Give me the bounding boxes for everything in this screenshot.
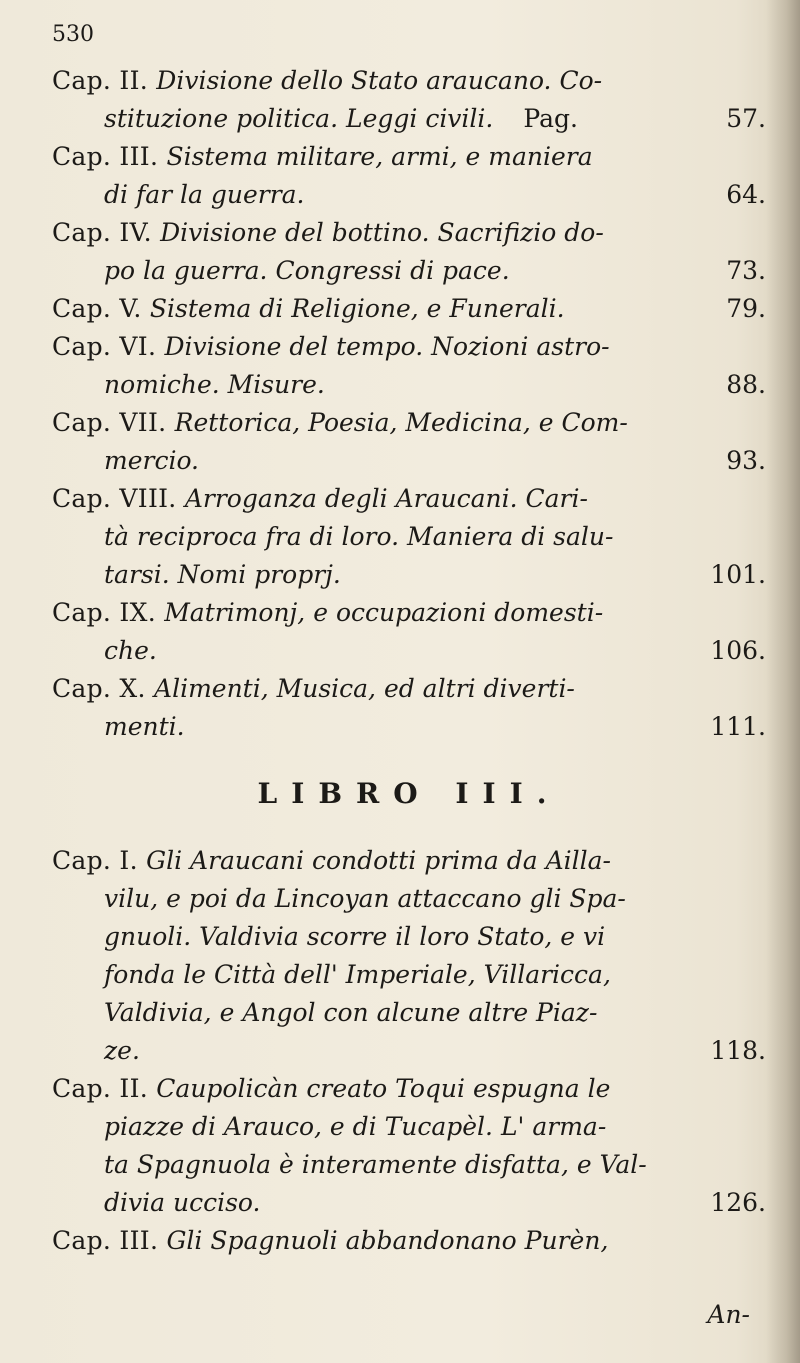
toc-entry <box>52 594 766 670</box>
toc-entry <box>52 138 766 214</box>
toc-entry <box>52 290 766 328</box>
toc-page: 93. <box>726 446 766 475</box>
chapter-title: Divisione del tempo. Nozioni astro- <box>164 332 610 361</box>
toc-entry <box>52 62 766 138</box>
page-label: Pag. <box>523 104 578 133</box>
toc-line: mercio. 93. <box>52 442 766 480</box>
catchword: An- <box>707 1300 750 1329</box>
toc-page: 57. <box>726 104 766 133</box>
toc-line: fonda le Città dell' Imperiale, Villaricca, <box>104 960 611 989</box>
table-of-contents <box>52 62 766 1260</box>
toc-entry <box>52 842 766 1070</box>
toc-entry <box>52 1070 766 1222</box>
chapter-title: Caupolicàn creato Toqui espugna le <box>156 1074 611 1103</box>
toc-line <box>52 1070 766 1108</box>
toc-line: nomiche. Misure. 88. <box>52 366 766 404</box>
chapter-number: Cap. III. <box>52 1226 167 1255</box>
toc-page: 64. <box>726 180 766 209</box>
chapter-number: Cap. VI. <box>52 332 165 361</box>
toc-line: piazze di Arauco, e di Tucapèl. L' arma- <box>104 1112 607 1141</box>
chapter-title: Alimenti, Musica, ed altri diverti- <box>154 674 575 703</box>
chapter-number: Cap. VIII. <box>52 484 185 513</box>
toc-entry <box>52 214 766 290</box>
toc-line <box>52 594 766 632</box>
chapter-title: Sistema militare, armi, e maniera <box>166 142 593 171</box>
toc-line <box>52 670 766 708</box>
toc-line <box>52 480 766 518</box>
toc-line: tà reciproca fra di loro. Maniera di salu- <box>104 522 614 551</box>
toc-line: gnuoli. Valdivia scorre il loro Stato, e vi <box>104 922 606 951</box>
chapter-title: Gli Araucani condotti prima da Ailla- <box>146 846 611 875</box>
book-heading: LIBRO III. <box>257 777 561 810</box>
toc-line: ta Spagnuola è interamente disfatta, e Val- <box>104 1150 647 1179</box>
toc-line: vilu, e poi da Lincoyan attaccano gli Spa- <box>104 884 626 913</box>
toc-line <box>52 214 766 252</box>
toc-line <box>52 842 766 880</box>
page-edge-shadow <box>766 0 800 1363</box>
toc-page: 101. <box>710 560 766 589</box>
toc-line <box>52 138 766 176</box>
toc-line: menti. 111. <box>52 708 766 746</box>
toc-entry <box>52 404 766 480</box>
toc-page: 111. <box>710 712 766 741</box>
toc-line <box>52 1222 766 1260</box>
chapter-title: Sistema di Religione, e Funerali. <box>149 294 565 323</box>
chapter-title: Gli Spagnuoli abbandonano Purèn, <box>166 1226 609 1255</box>
toc-line: tarsi. Nomi proprj. 101. <box>52 556 766 594</box>
chapter-title: Divisione del bottino. Sacrifizio do- <box>160 218 604 247</box>
toc-line <box>52 328 766 366</box>
toc-entry <box>52 328 766 404</box>
toc-page: 79. <box>726 294 766 323</box>
toc-line: divia ucciso. 126. <box>52 1184 766 1222</box>
chapter-title: Matrimonj, e occupazioni domesti- <box>164 598 604 627</box>
chapter-number: Cap. II. <box>52 66 157 95</box>
chapter-number: Cap. III. <box>52 142 167 171</box>
toc-line: ze. 118. <box>52 1032 766 1070</box>
toc-line <box>52 404 766 442</box>
chapter-title: Rettorica, Poesia, Medicina, e Com- <box>174 408 628 437</box>
toc-line: di far la guerra. 64. <box>52 176 766 214</box>
toc-line: che. 106. <box>52 632 766 670</box>
toc-entry <box>52 670 766 746</box>
toc-page: 88. <box>726 370 766 399</box>
toc-page: 126. <box>710 1188 766 1217</box>
chapter-number: Cap. II. <box>52 1074 157 1103</box>
toc-line <box>52 62 766 100</box>
chapter-title: Divisione dello Stato araucano. Co- <box>156 66 603 95</box>
chapter-title: Arroganza degli Araucani. Cari- <box>184 484 588 513</box>
toc-line: Valdivia, e Angol con alcune altre Piaz- <box>104 998 598 1027</box>
chapter-number: Cap. I. <box>52 846 147 875</box>
toc-line: stituzione politica. Leggi civili. Pag. 57. <box>52 100 766 138</box>
chapter-number: Cap. V. <box>52 294 150 323</box>
chapter-number: Cap. IX. <box>52 598 165 627</box>
toc-page: 118. <box>710 1036 766 1065</box>
chapter-number: Cap. X. <box>52 674 155 703</box>
toc-entry <box>52 480 766 594</box>
toc-page: 73. <box>726 256 766 285</box>
chapter-number: Cap. IV. <box>52 218 161 247</box>
toc-line <box>52 290 766 328</box>
page-number: 530 <box>52 22 94 47</box>
toc-line: po la guerra. Congressi di pace. 73. <box>52 252 766 290</box>
chapter-number: Cap. VII. <box>52 408 175 437</box>
toc-page: 106. <box>710 636 766 665</box>
toc-entry <box>52 1222 766 1260</box>
